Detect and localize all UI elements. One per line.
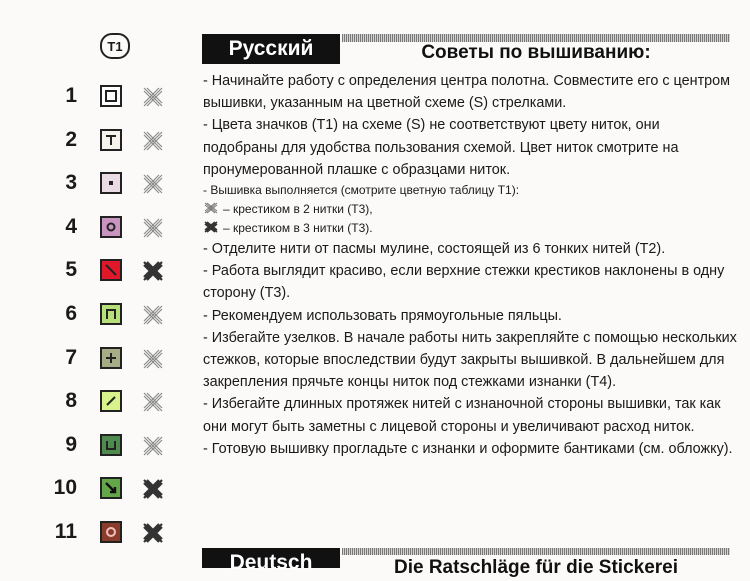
legend-number: 3 — [65, 171, 77, 195]
next-language-label: Deutsch — [202, 548, 340, 568]
paragraph-finish: - Готовую вышивку прогладьте с изнанки и оформите бантиками (см. обложку). — [203, 440, 733, 457]
legend-number: 5 — [65, 258, 77, 282]
cross-3-threads-icon — [141, 478, 165, 500]
paragraph-knots: - Избегайте узелков. В начале работы нить закрепляйте с помощью нескольких стежков, которые впоследствии будут закрыты вышивкой. В дальнейшем для закрепления прячьте концы ниток под стежками изнанки (T4). — [203, 329, 737, 391]
cross-2-threads-icon — [141, 391, 165, 413]
paragraph-stitch-2: – крестиком в 2 нитки (T3), — [203, 200, 738, 219]
instructions-text — [203, 70, 738, 460]
legend-row — [0, 387, 200, 417]
cross-2-threads-icon — [141, 348, 165, 370]
paragraph-back: - Избегайте длинных протяжек нитей с изнаночной стороны вышивки, так как они могут быть заметны с лицевой стороны и увеличивают расход ниток. — [203, 396, 721, 435]
color-symbol-icon — [100, 434, 122, 456]
legend-number: 9 — [65, 432, 77, 456]
legend-number: 4 — [65, 214, 77, 238]
color-symbol-icon — [100, 129, 122, 151]
legend-number: 11 — [54, 520, 77, 543]
paragraph-colors: - Цвета значков (T1) на схеме (S) не соответствуют цвету ниток, они подобраны для удобства пользования схемой. Цвет ниток смотрите на пронумерованной плашке с образцами ниток. — [203, 117, 679, 178]
legend-number: 8 — [65, 389, 77, 413]
color-symbol-icon — [100, 259, 122, 281]
language-label: Русский — [202, 34, 340, 64]
cross-2-threads-icon — [141, 304, 165, 326]
color-symbol-icon — [100, 216, 122, 238]
color-symbol-icon — [100, 521, 122, 543]
next-page-title: Die Ratschläge für die Stickerei — [393, 557, 679, 578]
legend-row — [0, 300, 200, 330]
color-symbol-icon — [100, 303, 122, 325]
paragraph-threads: - Отделите нити от пасмы мулине, состоящей из 6 тонких нитей (T2). — [203, 241, 666, 258]
legend-number: 1 — [65, 84, 77, 107]
color-symbol-icon — [100, 477, 122, 499]
color-legend — [0, 0, 200, 563]
cross-2-threads-icon — [141, 173, 165, 195]
legend-row — [0, 213, 200, 243]
cross-3-threads-icon — [203, 221, 219, 233]
color-symbol-icon — [100, 85, 122, 107]
legend-row — [0, 474, 200, 504]
cross-2-threads-icon — [141, 435, 165, 457]
cross-2-threads-icon — [141, 130, 165, 152]
legend-row — [0, 518, 200, 548]
legend-row — [0, 344, 200, 374]
legend-number: 2 — [65, 127, 77, 151]
legend-row — [0, 126, 200, 156]
cross-2-threads-icon — [141, 217, 165, 239]
page-title: Советы по вышиванию: — [421, 42, 651, 63]
paragraph-stitch-intro: - Вышивка выполняется (смотрите цветную таблицу T1): — [203, 183, 520, 198]
paragraph-direction: - Работа выглядит красиво, если верхние стежки крестиков наклонены в одну сторону (T3). — [203, 263, 725, 302]
legend-row — [0, 169, 200, 199]
cross-2-threads-icon — [141, 86, 165, 108]
title-divider — [342, 34, 730, 42]
color-symbol-icon — [100, 347, 122, 369]
cross-2-threads-icon — [203, 202, 219, 214]
legend-row — [0, 431, 200, 461]
color-symbol-icon — [100, 390, 122, 412]
paragraph-stitch-3: – крестиком в 3 нитки (T3). — [203, 219, 738, 238]
table-t1-badge: T1 — [100, 33, 130, 59]
legend-number: 6 — [65, 302, 77, 325]
legend-row — [0, 256, 200, 286]
color-symbol-icon — [100, 172, 122, 194]
cross-3-threads-icon — [141, 522, 165, 544]
legend-row — [0, 82, 200, 112]
paragraph-center: - Начинайте работу с определения центра полотна. Совместите его с центром вышивки, указанным на цветной схеме (S) стрелками. — [203, 73, 731, 112]
paragraph-hoops: - Рекомендуем использовать прямоугольные пяльцы. — [203, 307, 562, 324]
legend-number: 7 — [65, 345, 77, 369]
next-title-divider — [342, 548, 730, 555]
legend-number: 10 — [53, 476, 77, 500]
cross-3-threads-icon — [141, 260, 165, 282]
